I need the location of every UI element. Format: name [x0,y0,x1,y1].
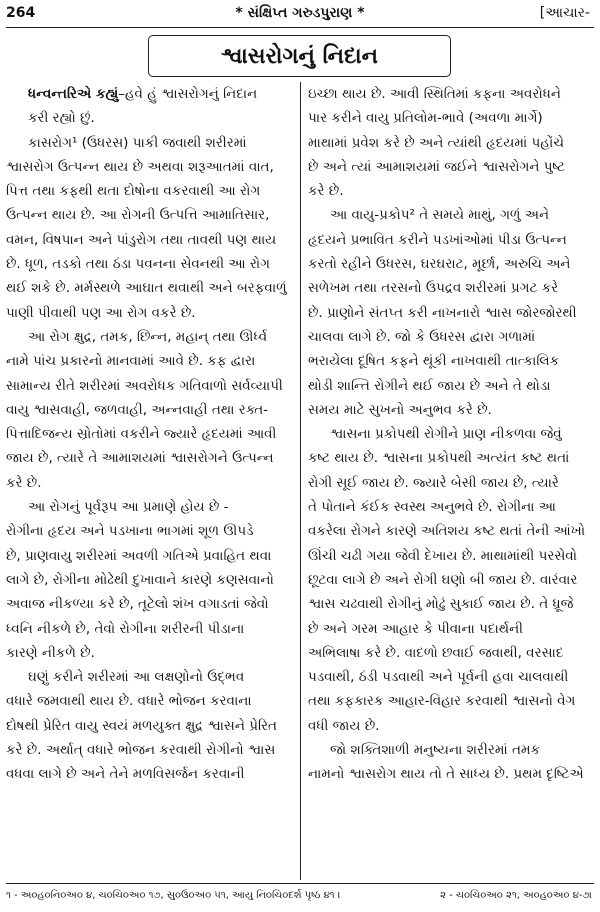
text-line [6,665,292,689]
text-line [6,325,292,349]
chapter-title-box [148,35,451,77]
line-text: પડવાથી, ઠંડી પડવાથી અને પૂર્વની હવા ચાલવાથી [308,669,569,686]
text-line [6,762,292,786]
text-line [6,519,292,543]
right-column [308,82,594,880]
text-line [6,203,292,227]
line-text: જો શક્તિશાળી મનુષ્યના શરીરમાં તમક [330,742,541,759]
line-text: છે. પ્રાણોને સંતપ્ત કરી નાખનારો શ્વાસ જોરજોરથી [308,304,577,321]
line-text: શ્વાસના પ્રકોપથી રોગીને પ્રાણ નીકળવા જેવું [330,426,562,443]
line-text: પિત્તાદિજન્ય સ્રોતોમાં વકરીને જ્યારે હૃદયમાં આવી [6,426,277,443]
line-text: વધવા લાગે છે અને તેને મળવિસર્જન કરવાની [6,766,245,783]
text-line [308,519,594,543]
text-line [308,544,594,568]
text-line [308,131,594,155]
text-line [308,446,594,470]
text-line [308,738,594,762]
line-text: ઇચ્છા થાય છે. આવી સ્થિતિમાં કફના અવરોધને [308,86,561,102]
text-line [308,301,594,325]
line-text: હૃદયને પ્રભાવિત કરીને પડખાંઓમાં પીડા ઉત્પન્ન [308,231,567,248]
line-text: વધી જાય છે. [308,717,380,734]
line-text: ભરાયેલા દૂષિત કફને થૂંકી નાખવાથી તાત્કાલિક [308,353,560,370]
line-text: છે અને ત્યાં આમાશયમાં જઈને શ્વાસરોગને પુષ્ટ [308,158,565,175]
line-text: નામનો શ્વાસરોગ થાય તો તે સાધ્ય છે. પ્રથમ દૃષ્ટિએ [308,766,584,783]
line-text: આ વાયુ-પ્રકોપ² તે સમયે માથું, ગળું અને [330,207,550,224]
text-line [308,374,594,398]
text-line [6,738,292,762]
text-line [308,471,594,495]
text-line [308,349,594,373]
line-text: સળેખમ તથા તરસનો ઉપદ્રવ શરીરમાં પ્રગટ કરે [308,280,559,297]
text-line [6,82,292,106]
text-line [6,349,292,373]
line-text: વમન, વિષપાન અને પાંડુરોગ તથા તાવથી પણ થાય [6,231,277,248]
text-line [6,495,292,519]
text-line [6,471,292,495]
line-text: રોગી સૂઈ જાય છે. જ્યારે બેસી જાય છે, ત્યારે [308,474,559,491]
text-line [6,568,292,592]
line-text: થોડી શાન્તિ રોગીને થઈ જાય છે અને તે થોડા [308,377,551,394]
line-text: આ રોગ ક્ષુદ્ર, તમક, છિન્ન, મહાન્ તથા ઊર્ધ્વ [28,328,268,345]
text-line [6,422,292,446]
line-text: કષ્ટ થાય છે. શ્વાસના પ્રકોપથી અત્યંત કષ્ટ થતાં [308,450,570,467]
text-line [308,689,594,713]
text-line [308,665,594,689]
text-line [308,495,594,519]
footnote-1: ૧ - અ૦હ૦નિ૦અ૦ ૪, ચ૦ચિ૦અ૦ ૧૭, સુ૦ઉ૦અ૦ ૫૧, આયુ નિ૦ચિ૦દર્શ પૃષ્ઠ ૪૧ । [6,890,341,901]
section-tag: [આચાર- [539,5,590,21]
chapter-title: શ્વાસરોગનું નિદાન [220,43,379,69]
text-line [6,252,292,276]
text-line [6,641,292,665]
line-text: ઊંચી ચઢી ગયા જેવી દેખાય છે. માથામાંથી પરસેવો [308,547,578,564]
text-line [308,568,594,592]
line-text: કરે છે. [308,183,344,200]
line-text: કરી રહ્યો છું. [28,110,95,127]
line-text: ઉત્પન્ન થાય છે. આ રોગની ઉત્પત્તિ આમાતિસાર, [6,207,270,224]
text-line [6,714,292,738]
line-text: છે. ધૂળ, તડકો તથા ઠંડા પવનના સેવનથી આ રોગ [6,256,271,273]
line-text: વાયુ શ્વાસવાહી, જળવાહી, અન્નવાહી તથા રક્ત- [6,401,269,418]
text-line [308,82,594,106]
text-line [6,131,292,155]
text-line [6,617,292,641]
page-header [0,0,600,30]
text-line [6,179,292,203]
text-line [6,106,292,130]
line-text: –હવે હું શ્વાસરોગનું નિદાન [118,86,258,102]
line-text: દોષથી પ્રેરિત વાયુ સ્વયં મળયુક્ત ક્ષુદ્ર શ્વાસને પ્રેરિત [6,717,277,734]
text-line [308,155,594,179]
line-text: તે પોતાને કંઈક સ્વસ્થ અનુભવે છે. રોગીના આ [308,499,556,516]
line-text: પાર કરીને વાયુ પ્રતિલોમ-ભાવે (અવળા માર્ગે) [308,110,543,127]
line-text: અવાજ નીકળ્યા કરે છે, તૂટેલો શંખ વગાડતાં જેવો [6,596,269,613]
text-line [308,252,594,276]
line-text: કરે છે. અર્થાત્ વધારે ભોજન કરવાથી રોગીનો શ્વાસ [6,742,276,759]
line-text: નામે પાંચ પ્રકારનો માનવામાં આવે છે. કફ દ્વારા [6,353,256,370]
speaker-label: ધન્વન્તરિએ કહ્યું [28,86,119,102]
page-number: 264 [6,5,36,21]
line-text: રોગીના હૃદય અને પડખાના ભાગમાં શૂળ ઊપડે [6,523,254,540]
line-text: કારણે નીકળે છે. [6,644,95,661]
line-text: સામાન્ય રીતે શરીરમાં અવરોધક ગતિવાળો સર્વવ્યાપી [6,377,283,394]
text-line [6,689,292,713]
line-text: પાણી પીવાથી પણ આ રોગ વકરે છે. [6,304,196,321]
line-text: તથા કફકારક આહાર-વિહાર કરવાથી શ્વાસનો વેગ [308,693,576,710]
line-text: ચાલવા લાગે છે. જો કે ઉધરસ દ્વારા ગળામાં [308,328,536,345]
line-text: આ રોગનું પૂર્વરૂપ આ પ્રમાણે હોય છે - [28,499,229,516]
text-line [6,374,292,398]
text-line [308,179,594,203]
header-divider [6,27,594,28]
line-text: કરતો રહીને ઉધરસ, ઘરઘરાટ, મૂર્છા, અરુચિ અને [308,256,571,273]
text-line [6,544,292,568]
text-line [308,203,594,227]
text-line [6,301,292,325]
text-line [308,228,594,252]
text-line [6,155,292,179]
text-line [308,276,594,300]
running-title: * સંક્ષિપ્ત ગરુડપુરાણ * [235,5,365,21]
line-text: માથામાં પ્રવેશ કરે છે અને ત્યાંથી હૃદયમાં પહોંચે [308,134,565,151]
left-column [6,82,292,880]
line-text: ધ્વનિ નીકળે છે, તેવો રોગીના શરીરની પીડાના [6,620,245,637]
line-text: જાય છે, ત્યારે તે આમાશયમાં શ્વાસરોગને ઉત્પન્ન [6,450,274,467]
text-line [308,617,594,641]
text-line [308,592,594,616]
text-line [308,422,594,446]
line-text: ઘણું કરીને શરીરમાં આ લક્ષણોનો ઉદ્ભવ [28,669,245,686]
text-line [6,228,292,252]
column-divider [300,82,301,880]
text-line [6,446,292,470]
line-text: શ્વાસરોગ ઉત્પન્ન થાય છે અથવા શરૂઆતમાં વાત, [6,158,274,175]
text-line [308,641,594,665]
text-line [308,398,594,422]
line-text: છે અને ગરમ આહાર કે પીવાના પદાર્થની [308,620,524,637]
footnote-2: ૨ - ચ૦ચિ૦અ૦ ૨૧, અ૦હ૦અ૦ ૪-૭। [440,890,592,901]
line-text: વકરેલા રોગને કારણે અતિશય કષ્ટ થતાં તેની આંખો [308,523,586,540]
line-text: થઈ શકે છે. મર્મસ્થળે આઘાત થવાથી અને બરફવાળું [6,280,287,297]
text-line [6,276,292,300]
line-text: શ્વાસ ચઢવાથી રોગીનું મોઢું સુકાઈ જાય છે. તે ધ્રૂજે [308,596,574,613]
line-text: છૂટવા લાગે છે અને રોગી ઘણો બી જાય છે. વારંવાર [308,571,578,588]
line-text: લાગે છે, રોગીના મોઢેથી દુખાવાને કારણે કણસવાનો [6,571,274,588]
line-text: વધારે જમવાથી થાય છે. વધારે ભોજન કરવાના [6,693,252,710]
line-text: અભિલાષા કરે છે. વાદળો છવાઈ જવાથી, વરસાદ [308,644,564,661]
text-line [6,398,292,422]
text-line [308,325,594,349]
body-columns [6,82,594,880]
text-line [308,106,594,130]
line-text: કરે છે. [6,474,42,491]
footnote-divider [6,883,594,884]
text-line [6,592,292,616]
line-text: છે, પ્રાણવાયુ શરીરમાં અવળી ગતિએ પ્રવાહિત થવા [6,547,272,564]
text-line [308,714,594,738]
line-text: સમય માટે સુખનો અનુભવ કરે છે. [308,401,492,418]
line-text: કાસરોગ¹ (ઉધરસ) પાકી જવાથી શરીરમાં [28,134,247,151]
line-text: પિત્ત તથા કફથી થતા દોષોના વકરવાથી આ રોગ [6,183,261,200]
text-line [308,762,594,786]
